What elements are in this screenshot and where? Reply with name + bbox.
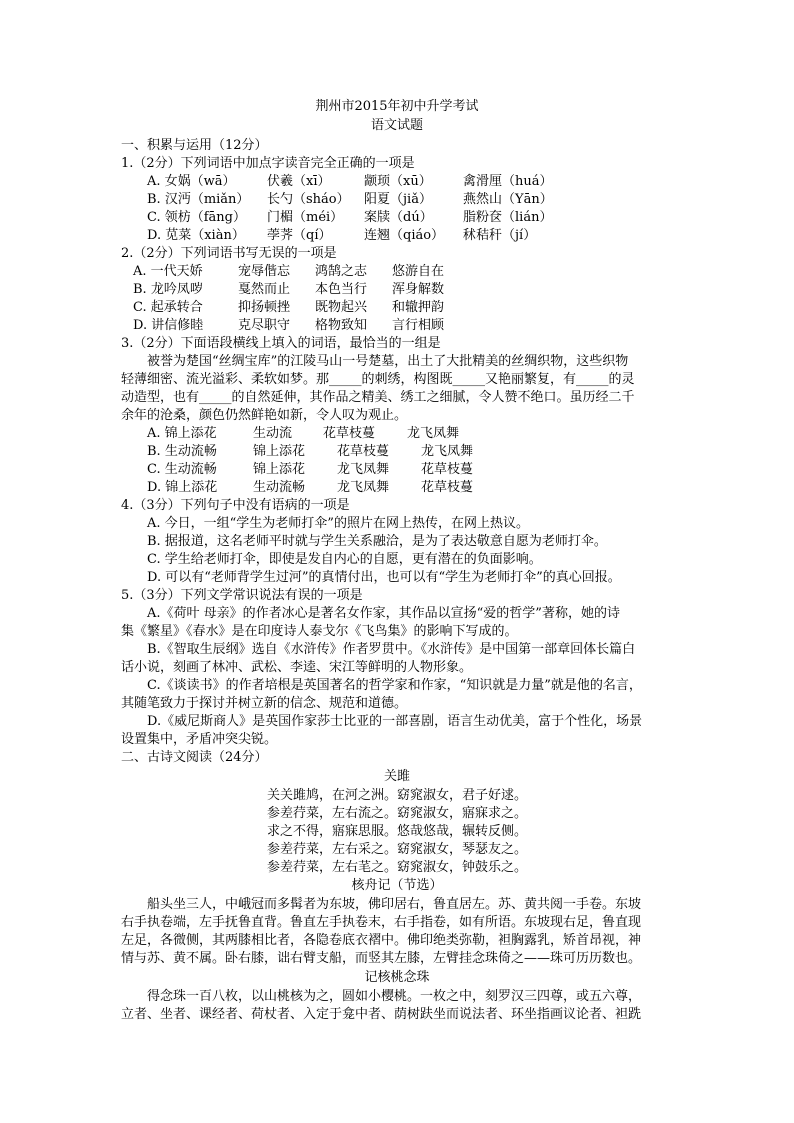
q2-option-a1: A. 一代天娇	[133, 264, 203, 279]
q3-option-d4: 花草枝蔓	[421, 480, 474, 495]
q3-option-d2: 生动流畅	[253, 480, 306, 495]
q1-option-c2: 门楣（méi）	[267, 210, 344, 225]
q4-option-d: D. 可以有“老师背学生过河”的真情付出，也可以有“学生为老师打伞”的真心回报。	[147, 570, 621, 585]
q3-option-b4: 龙飞凤舞	[421, 444, 474, 459]
q3-option-a3: 花草枝蔓	[323, 426, 376, 441]
q1-option-c1: C. 领枋（fāng）	[147, 210, 247, 225]
q2-option-d1: D. 讲信修睦	[133, 318, 204, 333]
poem-title: 关雎	[383, 769, 410, 784]
section2-heading: 二、古诗文阅读（24分）	[121, 750, 268, 765]
q5-option-b-line1: B.《智取生辰纲》选自《水浒传》作者罗贯中。《水浒传》是中国第一部章回体长篇白	[147, 642, 636, 657]
q3-passage-line: 被誉为楚国“丝绸宝库”的江陵马山一号楚墓，出土了大批精美的丝绸织物，这些织物	[147, 354, 629, 369]
q5-option-b-line2: 话小说，刻画了林冲、武松、李逵、宋江等鲜明的人物形象。	[121, 660, 473, 675]
poem-line: 参差荇菜，左右芼之。窈窕淑女，钟鼓乐之。	[266, 860, 527, 875]
prose2-line: 得念珠一百八枚，以山桃核为之，圆如小樱桃。一枚之中，刻罗汉三四尊，或五六尊，	[147, 989, 642, 1004]
q5-option-a-line1: A.《荷叶 母亲》的作者冰心是著名女作家，其作品以宣扬“爱的哲学”著称，她的诗	[147, 606, 620, 621]
q2-option-c2: 抑扬顿挫	[238, 300, 291, 315]
q4-stem: 4.（3分）下列句子中没有语病的一项是	[121, 498, 350, 513]
q2-option-d3: 格物致知	[315, 318, 368, 333]
q1-option-b2: 长勺（sháo）	[267, 192, 350, 207]
q2-option-a4: 悠游自在	[392, 264, 445, 279]
prose2-line: 立者、坐者、课经者、荷杖者、入定于龛中者、荫树趺坐而说法者、环坐指画议论者、袒跣	[121, 1007, 642, 1022]
prose1-title: 核舟记（节选）	[351, 878, 443, 893]
q3-passage-line: 动造型，也有_____的自然延伸，其作品之精美、绣工之细腻，令人赞不绝口。虽历经二千	[121, 390, 635, 405]
q2-option-b1: B. 龙吟凤哕	[133, 282, 203, 297]
q3-option-c1: C. 生动流畅	[147, 462, 217, 477]
q1-option-d3: 连翘（qiáo）	[364, 228, 445, 243]
q3-option-d3: 龙飞凤舞	[337, 480, 390, 495]
exam-subject: 语文试题	[370, 118, 423, 133]
q3-passage-line: 轻薄细密、流光溢彩、柔软如梦。那_____的刺绣，构图既_____又艳丽繁复，有_____的灵	[121, 372, 635, 387]
q2-option-b2: 戛然而止	[238, 282, 291, 297]
q3-option-a2: 生动流	[253, 426, 293, 441]
q3-option-b1: B. 生动流畅	[147, 444, 217, 459]
q5-option-d-line1: D.《威尼斯商人》是英国作家莎士比亚的一部喜剧，语言生动优美，富于个性化，场景	[147, 714, 643, 729]
q1-option-b3: 阳夏（jiǎ）	[364, 192, 432, 207]
q1-option-d4: 秫秸秆（jí）	[463, 228, 537, 243]
q1-option-c3: 案牍（dú）	[364, 210, 433, 225]
q5-stem: 5.（3分）下列文学常识说法有误的一项是	[121, 588, 363, 603]
prose1-line: 情与苏、黄不属。卧右膝，诎右臂支船，而竖其左膝，左臂挂念珠倚之——珠可历历数也。	[121, 951, 642, 966]
q1-option-a1: A. 女娲（wā）	[147, 174, 236, 189]
prose1-line: 左足，各微侧，其两膝相比者，各隐卷底衣褶中。佛印绝类弥勒，袒胸露乳，矫首昂视，神	[121, 933, 642, 948]
q1-option-d1: D. 苋菜（xiàn）	[147, 228, 245, 243]
q3-passage-line: 余年的沧桑，颜色仍然鲜艳如新，令人叹为观止。	[121, 408, 408, 423]
poem-line: 参差荇菜，左右采之。窈窕淑女，琴瑟友之。	[266, 842, 527, 857]
q1-stem: 1.（2分）下列词语中加点字读音完全正确的一项是	[121, 156, 415, 171]
prose1-line: 船头坐三人，中峨冠而多髯者为东坡，佛印居右，鲁直居左。苏、黄共阅一手卷。东坡	[147, 897, 642, 912]
q2-option-c1: C. 起承转合	[133, 300, 203, 315]
q5-option-d-line2: 设置集中，矛盾冲突尖锐。	[121, 732, 278, 747]
q2-option-c3: 既物起兴	[315, 300, 368, 315]
q3-option-a1: A. 锦上添花	[147, 426, 217, 441]
q2-option-d4: 言行相顾	[392, 318, 445, 333]
poem-line: 关关雎鸠，在河之洲。窈窕淑女，君子好逑。	[266, 788, 527, 803]
prose1-line: 右手执卷端，左手抚鲁直背。鲁直左手执卷末，右手指卷，如有所语。东坡现右足，鲁直现	[121, 915, 642, 930]
q1-option-a4: 禽滑厘（huá）	[463, 174, 553, 189]
q3-option-c2: 锦上添花	[253, 462, 306, 477]
q5-option-a-line2: 集《繁星》《春水》是在印度诗人泰戈尔《飞鸟集》的影响下写成的。	[121, 624, 518, 639]
exam-title: 荆州市2015年初中升学考试	[315, 99, 479, 114]
q1-option-c4: 脂粉奁（lián）	[463, 210, 553, 225]
q2-option-c4: 和辙押韵	[392, 300, 445, 315]
prose2-title: 记核桃念珠	[364, 970, 430, 985]
q2-option-a2: 宠辱偕忘	[238, 264, 291, 279]
q3-option-c3: 龙飞凤舞	[337, 462, 390, 477]
q5-option-c-line1: C.《谈读书》的作者培根是英国著名的哲学家和作家，“知识就是力量”就是他的名言，	[147, 678, 642, 693]
q3-option-b3: 花草枝蔓	[337, 444, 390, 459]
poem-line: 参差荇菜，左右流之。窈窕淑女，寤寐求之。	[266, 806, 527, 821]
q5-option-c-line2: 其随笔致力于探讨并树立新的信念、规范和道德。	[121, 696, 408, 711]
q3-stem: 3.（2分）下面语段横线上填入的词语，最恰当的一组是	[121, 336, 441, 351]
q2-option-b4: 浑身解数	[392, 282, 445, 297]
q3-option-d1: D. 锦上添花	[147, 480, 218, 495]
q2-option-d2: 克尽职守	[238, 318, 291, 333]
q2-stem: 2.（2分）下列词语书写无误的一项是	[121, 246, 337, 261]
q4-option-a: A. 今日，一组“学生为老师打伞”的照片在网上热传，在网上热议。	[147, 516, 529, 531]
q4-option-b: B. 据报道，这名老师平时就与学生关系融洽，是为了表达敬意自愿为老师打伞。	[147, 534, 607, 549]
q1-option-a2: 伏羲（xī）	[267, 174, 331, 189]
q2-option-a3: 鸿鹄之志	[315, 264, 368, 279]
q3-option-a4: 龙飞凤舞	[407, 426, 460, 441]
q1-option-b1: B. 汉沔（miǎn）	[147, 192, 250, 207]
q3-option-b2: 锦上添花	[253, 444, 306, 459]
q2-option-b3: 本色当行	[315, 282, 368, 297]
q4-option-c: C. 学生给老师打伞，即使是发自内心的自愿，更有潜在的负面影响。	[147, 552, 542, 567]
q1-option-a3: 颛顼（xū）	[364, 174, 432, 189]
section1-heading: 一、积累与运用（12分）	[121, 138, 268, 153]
q1-option-b4: 燕然山（Yān）	[463, 192, 553, 207]
poem-line: 求之不得，寤寐思服。悠哉悠哉，辗转反侧。	[266, 824, 527, 839]
q1-option-d2: 荸荠（qí）	[267, 228, 332, 243]
q3-option-c4: 花草枝蔓	[421, 462, 474, 477]
